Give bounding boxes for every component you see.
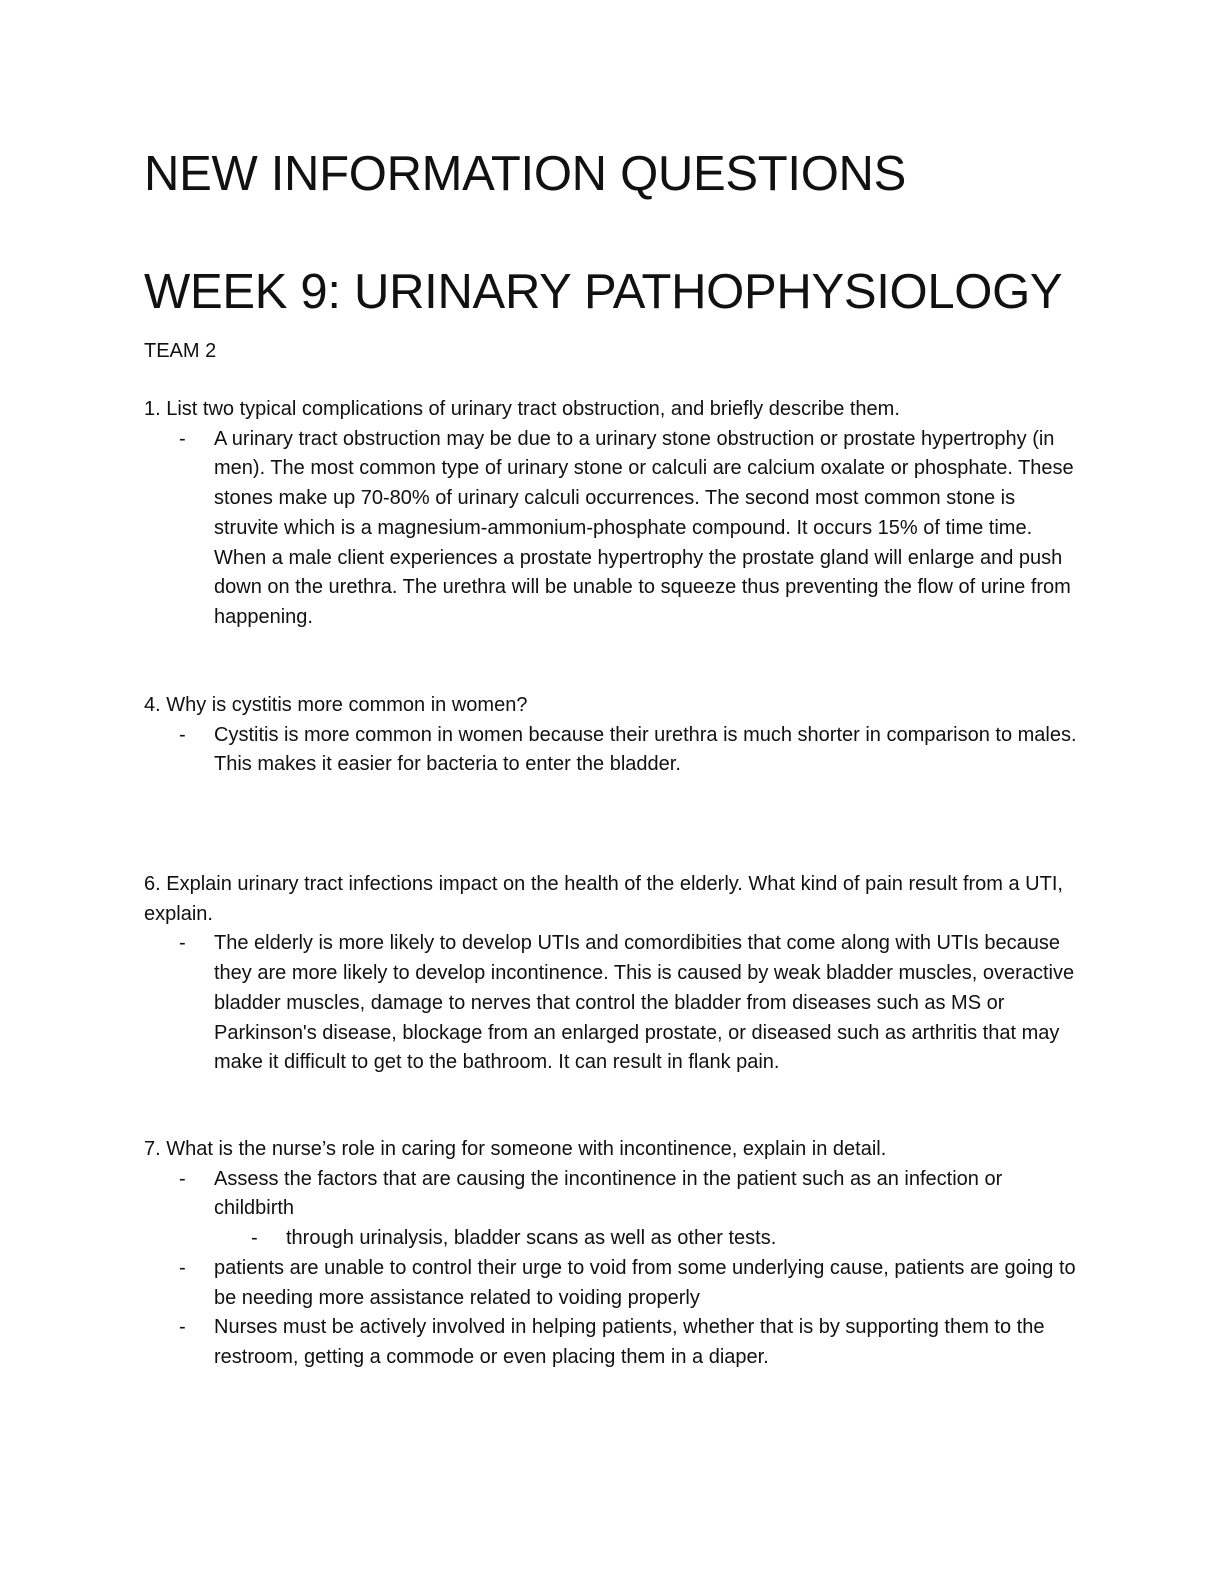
question-block-1	[144, 395, 1084, 633]
sub-answer-item: - through urinalysis, bladder scans as well as other tests.	[144, 1224, 1084, 1254]
answer-item: - A urinary tract obstruction may be due to a urinary stone obstruction or prostate hypertrophy (in men). The most common type of urinary stone or calculi are calcium oxalate or phosphate. These stones make up 70-80% of urinary calculi occurrences. The second most common stone is struvite which is a magnesium-ammonium-phosphate compound. It occurs 15% of time time. When a male client experiences a prostate hypertrophy the prostate gland will enlarge and push down on the urethra. The urethra will be unable to squeeze thus preventing the flow of urine from happening.	[144, 425, 1084, 633]
answer-list	[144, 425, 1084, 633]
question-block-4	[144, 691, 1084, 780]
question-block-7	[144, 1135, 1084, 1373]
answer-item: - Nurses must be actively involved in helping patients, whether that is by supporting them to the restroom, getting a commode or even placing them in a diaper.	[144, 1313, 1084, 1372]
answer-item: - patients are unable to control their urge to void from some underlying cause, patients are going to be needing more assistance related to voiding properly	[144, 1254, 1084, 1313]
question-text: 7. What is the nurse’s role in caring for someone with incontinence, explain in detail.	[144, 1138, 887, 1160]
question-text: 1. List two typical complications of urinary tract obstruction, and briefly describe them.	[144, 398, 900, 420]
question-text: 4. Why is cystitis more common in women?	[144, 694, 528, 716]
document-subtitle: WEEK 9: URINARY PATHOPHYSIOLOGY	[144, 265, 1063, 319]
question-block-6	[144, 870, 1084, 1078]
document-title: NEW INFORMATION QUESTIONS	[144, 147, 906, 201]
answer-item: - The elderly is more likely to develop UTIs and comordibities that come along with UTIs because they are more likely to develop incontinence. This is caused by weak bladder muscles, overactive bladder muscles, damage to nerves that control the bladder from diseases such as MS or Parkinson's disease, blockage from an enlarged prostate, or diseased such as arthritis that may make it difficult to get to the bathroom. It can result in flank pain.	[144, 929, 1084, 1078]
question-text: 6. Explain urinary tract infections impact on the health of the elderly. What kind of pain result from a UTI, explain.	[144, 873, 1063, 925]
team-label: TEAM 2	[144, 340, 217, 362]
answer-item: - Cystitis is more common in women because their urethra is much shorter in comparison to males. This makes it easier for bacteria to enter the bladder.	[144, 721, 1084, 780]
answer-item: - Assess the factors that are causing the incontinence in the patient such as an infection or childbirth	[144, 1165, 1084, 1224]
answer-list	[144, 721, 1084, 780]
answer-list	[144, 1165, 1084, 1373]
answer-list	[144, 929, 1084, 1078]
